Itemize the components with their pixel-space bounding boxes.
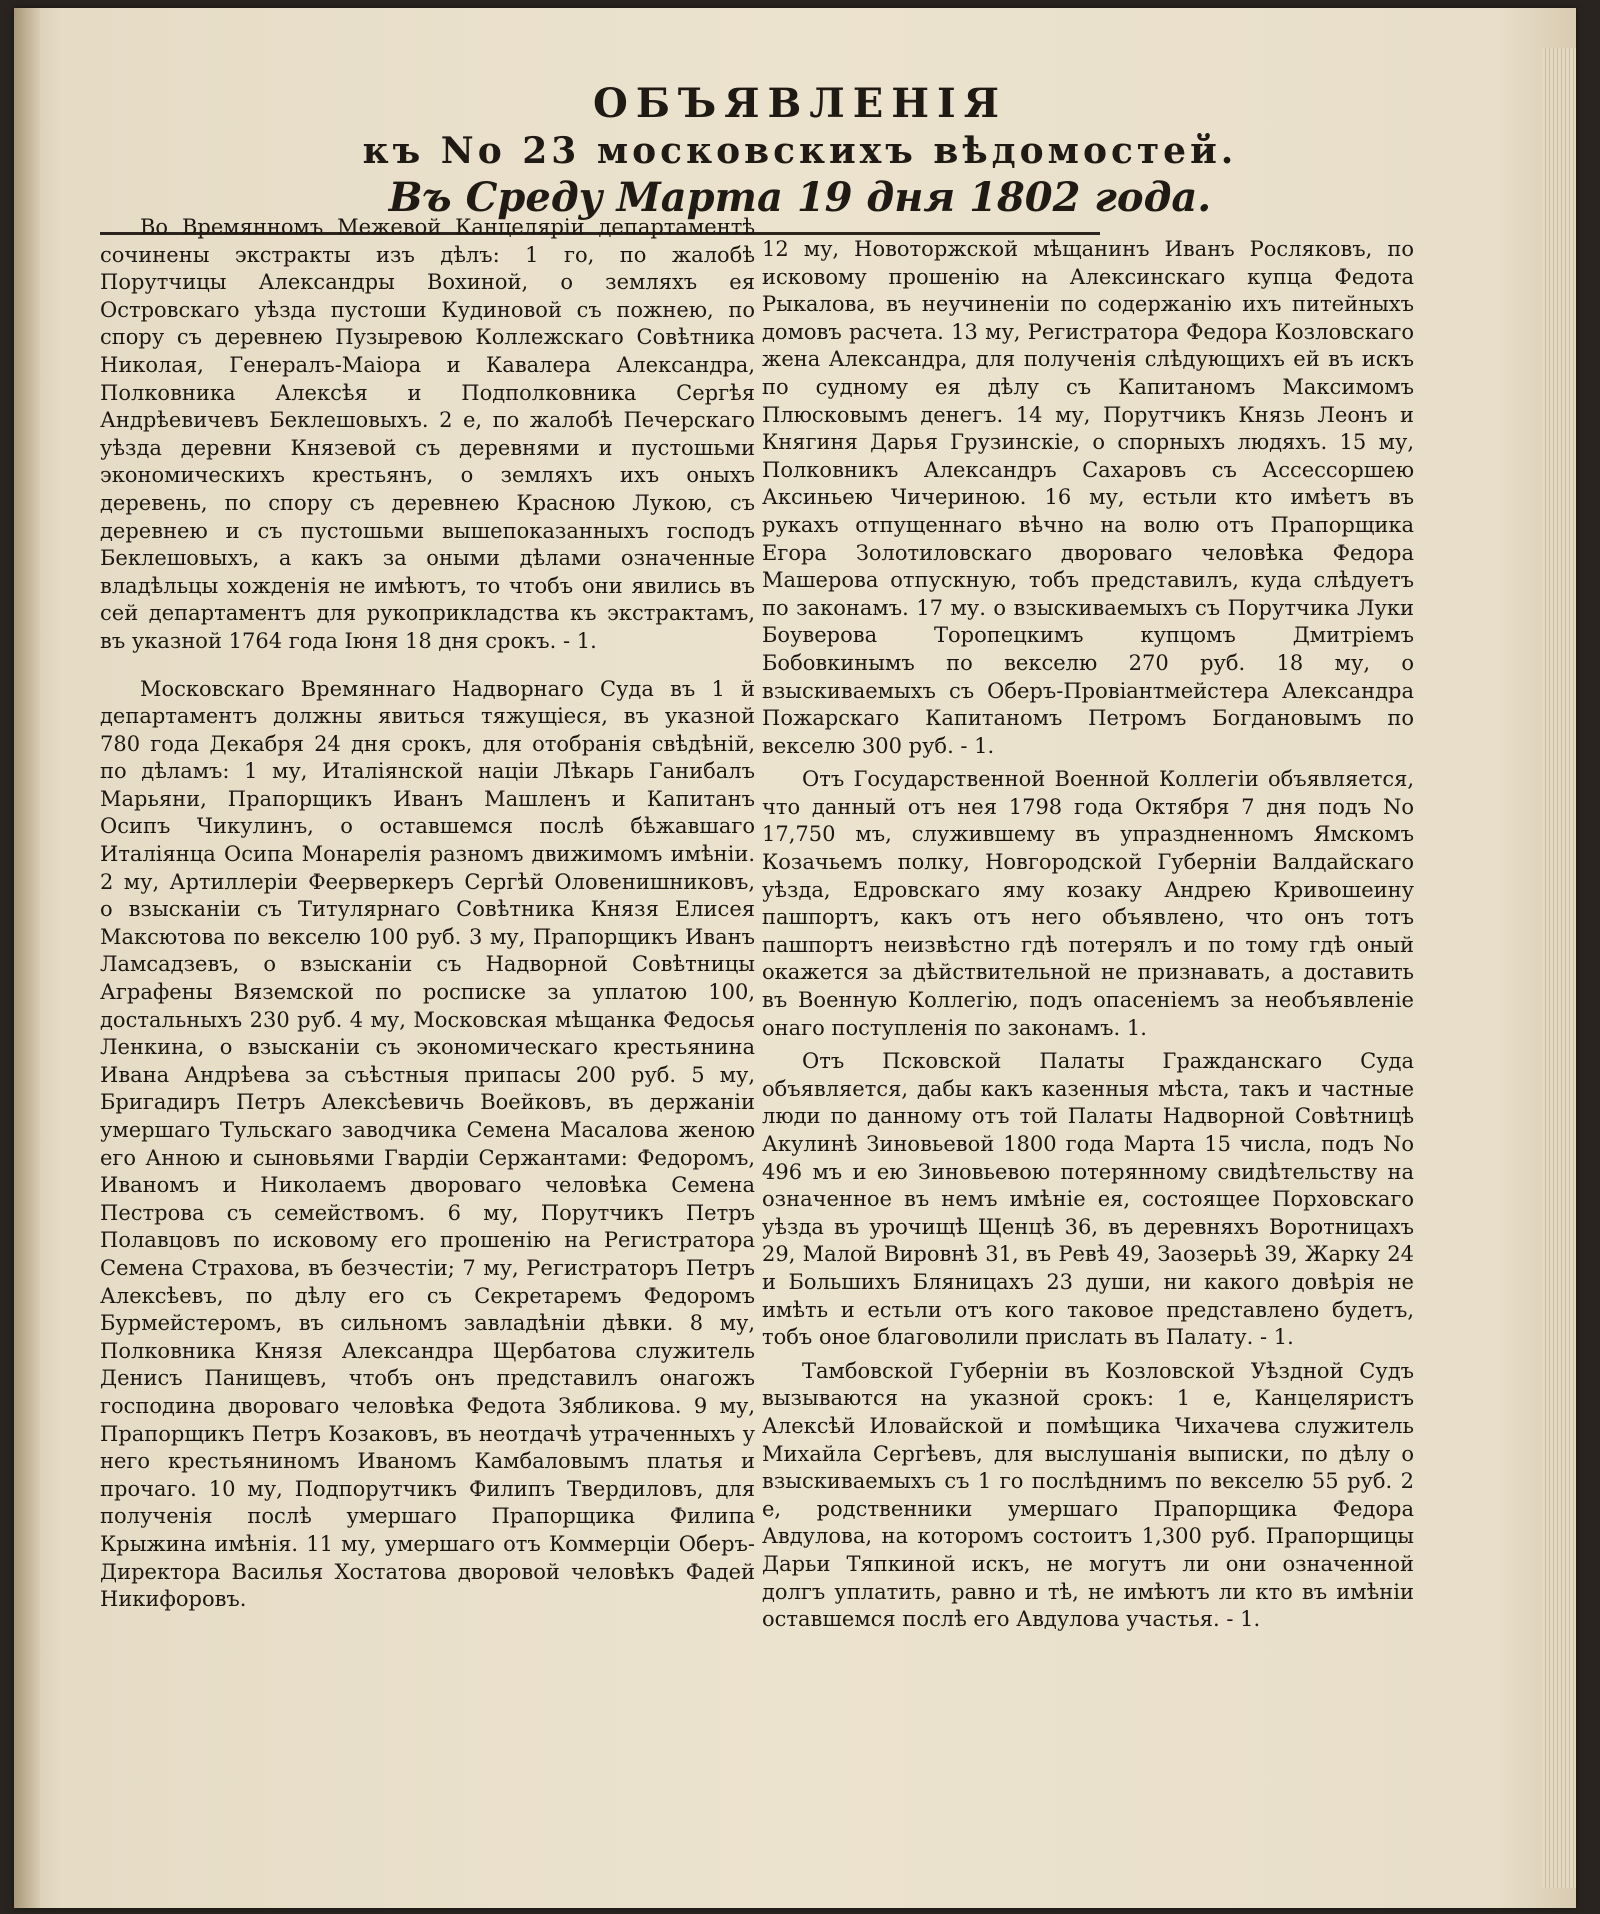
- left-column: [100, 214, 755, 1640]
- page-title: ОБЪЯВЛЕНІЯ: [592, 80, 1007, 127]
- notice-paragraph: Тамбовской Губерніи въ Козловской Уѣздной Судъ вызываются на указной срокъ: 1 е, Канцеляристъ Алексѣй Иловайской и помѣщика Чихачева служитель Михайла Сергѣевъ, для выслушанія выписки, по дѣлу о взыскиваемыхъ съ 1 го послѣднимъ по векселю 55 руб. 2 е, родственники умершаго Прапорщика Федора Авдулова, на которомъ состоитъ 1,300 руб. Прапорщицы Дарьи Тяпкиной искъ, не могутъ ли они означенной долгъ уплатить, равно и тѣ, не имѣютъ ли кто въ имѣніи оставшемся послѣ его Авдулова участья. - 1.: [762, 1358, 1414, 1632]
- right-column: [762, 236, 1414, 1640]
- notice-paragraph: Отъ Государственной Военной Коллегіи объявляется, что данный отъ нея 1798 года Октября 7 дня подъ No 17,750 мъ, служившему въ упраздненномъ Ямскомъ Козачьемъ полку, Новгородской Губерніи Валдайскаго уѣзда, Едровскаго яму козаку Андрею Кривошеину пашпортъ, какъ отъ него объявлено, что онъ тотъ пашпортъ неизвѣстно гдѣ потерялъ и по тому гдѣ оный окажется за дѣйствительной не признавать, а доставить въ Военную Коллегію, подъ опасеніемъ за необъявленіе онаго поступленія по законамъ. 1.: [762, 767, 1414, 1040]
- notice-paragraph: Отъ Псковской Палаты Гражданскаго Суда объявляется, дабы какъ казенныя мѣста, такъ и частные люди по данному отъ той Палаты Надворной Совѣтницѣ Акулинѣ Зиновьевой 1800 года Марта 15 числа, подъ No 496 мъ и ею Зиновьевою потерянному свидѣтельству на означенное въ немъ имѣніе ея, состоящее Порховскаго уѣзда въ урочищѣ Щенцѣ 36, въ деревняхъ Воротницахъ 29, Малой Вировнѣ 31, въ Ревѣ 49, Заозерьѣ 39, Жарку 24 и Большихъ Бляницахъ 23 души, ни какого довѣрія не имѣть и естьли отъ кого таковое представлено будетъ, тобъ оное благоволили прислать въ Палату. - 1.: [762, 1049, 1414, 1350]
- page-edges: [1542, 48, 1576, 1888]
- notice-paragraph: Московскаго Времяннаго Надворнаго Суда въ 1 й департаментъ должны явиться тяжущіеся, въ указной 780 года Декабря 24 дня срокъ, для отобранія свѣдѣній, по дѣламъ: 1 му, Италіянской націи Лѣкарь Ганибалъ Марьяни, Прапорщикъ Иванъ Машленъ и Капитанъ Осипъ Чикулинъ, о оставшемся послѣ бѣжавшаго Италіянца Осипа Монарелія разномъ движимомъ имѣніи. 2 му, Артиллеріи Феерверкеръ Сергѣй Оловенишниковъ, о взысканіи съ Титулярнаго Совѣтника Князя Елисея Максютова по векселю 100 руб. 3 му, Прапорщикъ Иванъ Ламсадзевъ, о взысканіи съ Надворной Совѣтницы Аграфены Вяземской по росписке за уплатою 100, достальныхъ 230 руб. 4 му, Московская мѣщанка Федосья Ленкина, о взысканіи съ экономическаго крестьянина Ивана Андрѣева за съѣстныя припасы 200 руб. 5 му, Бригадиръ Петръ Алексѣевичь Воейковъ, въ держаніи умершаго Тульскаго заводчика Семена Масалова женою его Анною и сыновьями Гвардіи Сержантами: Федоромъ, Иваномъ и Николаемъ дворовaго человѣка Семена Пестрова съ семействомъ. 6 му, Порутчикъ Петръ Полавцовъ по исковому его прошенію на Регистратора Семена Страхова, въ безчестіи; 7 му, Регистраторъ Петръ Алексѣевъ, по дѣлу его съ Секретаремъ Федоромъ Бурмейстеромъ, въ сильномъ завладѣніи дѣвки. 8 му, Полковника Князя Александра Щербатова служитель Денисъ Панищевъ, чтобъ онъ представилъ онагожъ господина дворовaго человѣка Федота Зябликова. 9 му, Прапорщикъ Петръ Козаковъ, въ неотдачѣ утраченныхъ у него крестьяниномъ Иваномъ Камбаловымъ платья и прочаго. 10 му, Подпорутчикъ Филипъ Твердиловъ, для полученія послѣ умершаго Прапорщика Филипа Крыжина имѣнія. 11 му, умершаго отъ Коммерціи Оберъ-Директора Василья Хостатова дворовой человѣкъ Фадей Никифоровъ.: [100, 676, 755, 1612]
- book-spine: [14, 8, 40, 1908]
- issue-date: Въ Среду Марта 19 дня 1802 года.: [388, 174, 1212, 221]
- notice-paragraph: Во Времянномъ Межевой Канцеляріи департаментѣ сочинены экстракты изъ дѣлъ: 1 го, по жалобѣ Порутчицы Александры Вохиной, о земляхъ ея Островскаго уѣзда пустоши Кудиновой съ пожнею, по спору съ деревнею Пузыревою Коллежскаго Совѣтника Николая, Генералъ-Маіора и Кавалера Александра, Полковника Алексѣя и Подполковника Сергѣя Андрѣевичевъ Беклешовыхъ. 2 е, по жалобѣ Печерскаго уѣзда деревни Князевой съ деревнями и пустошьми экономическихъ крестьянъ, о земляхъ ихъ оныхъ деревень, по спору съ деревнею Красною Лукою, съ деревнею и съ пустошьми вышепоказанныхъ господъ Беклешовыхъ, а какъ за оными дѣлами означенные владѣльцы хожденія не имѣютъ, то чтобъ они явились въ сей департаментъ для рукоприкладства къ экстрактамъ, въ указной 1764 года Іюня 18 дня срокъ. - 1.: [100, 215, 755, 653]
- notice-paragraph: 12 му, Новоторжской мѣщанинъ Иванъ Росляковъ, по исковому прошенію на Алексинскаго купца Федота Рыкалова, въ неучиненіи по содержанію ихъ питейныхъ домовъ расчета. 13 му, Регистратора Федора Козловскаго жена Александра, для полученія слѣдующихъ ей въ искъ по судному ея дѣлу съ Капитаномъ Максимомъ Плюсковымъ денегъ. 14 му, Порутчикъ Князь Леонъ и Княгиня Дарья Грузинскіе, о спорныхъ людяхъ. 15 му, Полковникъ Александръ Сахаровъ съ Ассессоршею Аксиньею Чичериною. 16 му, естьли кто имѣетъ въ рукахъ отпущеннаго вѣчно на волю отъ Прапорщика Егора Золотиловскаго дворовaго человѣка Федора Машерова отпускную, тобъ представилъ, куда слѣдуетъ по законамъ. 17 му. о взыскиваемыхъ съ Порутчика Луки Боуверова Торопецкимъ купцомъ Дмитріемъ Бобовкинымъ по векселю 270 руб. 18 му, о взыскиваемыхъ съ Оберъ-Провіантмейстера Александра Пожарскаго Капитаномъ Петромъ Богдановымъ по векселю 300 руб. - 1.: [762, 237, 1414, 758]
- page-subtitle: къ No 23 московскихъ вѣдомостей.: [362, 130, 1238, 172]
